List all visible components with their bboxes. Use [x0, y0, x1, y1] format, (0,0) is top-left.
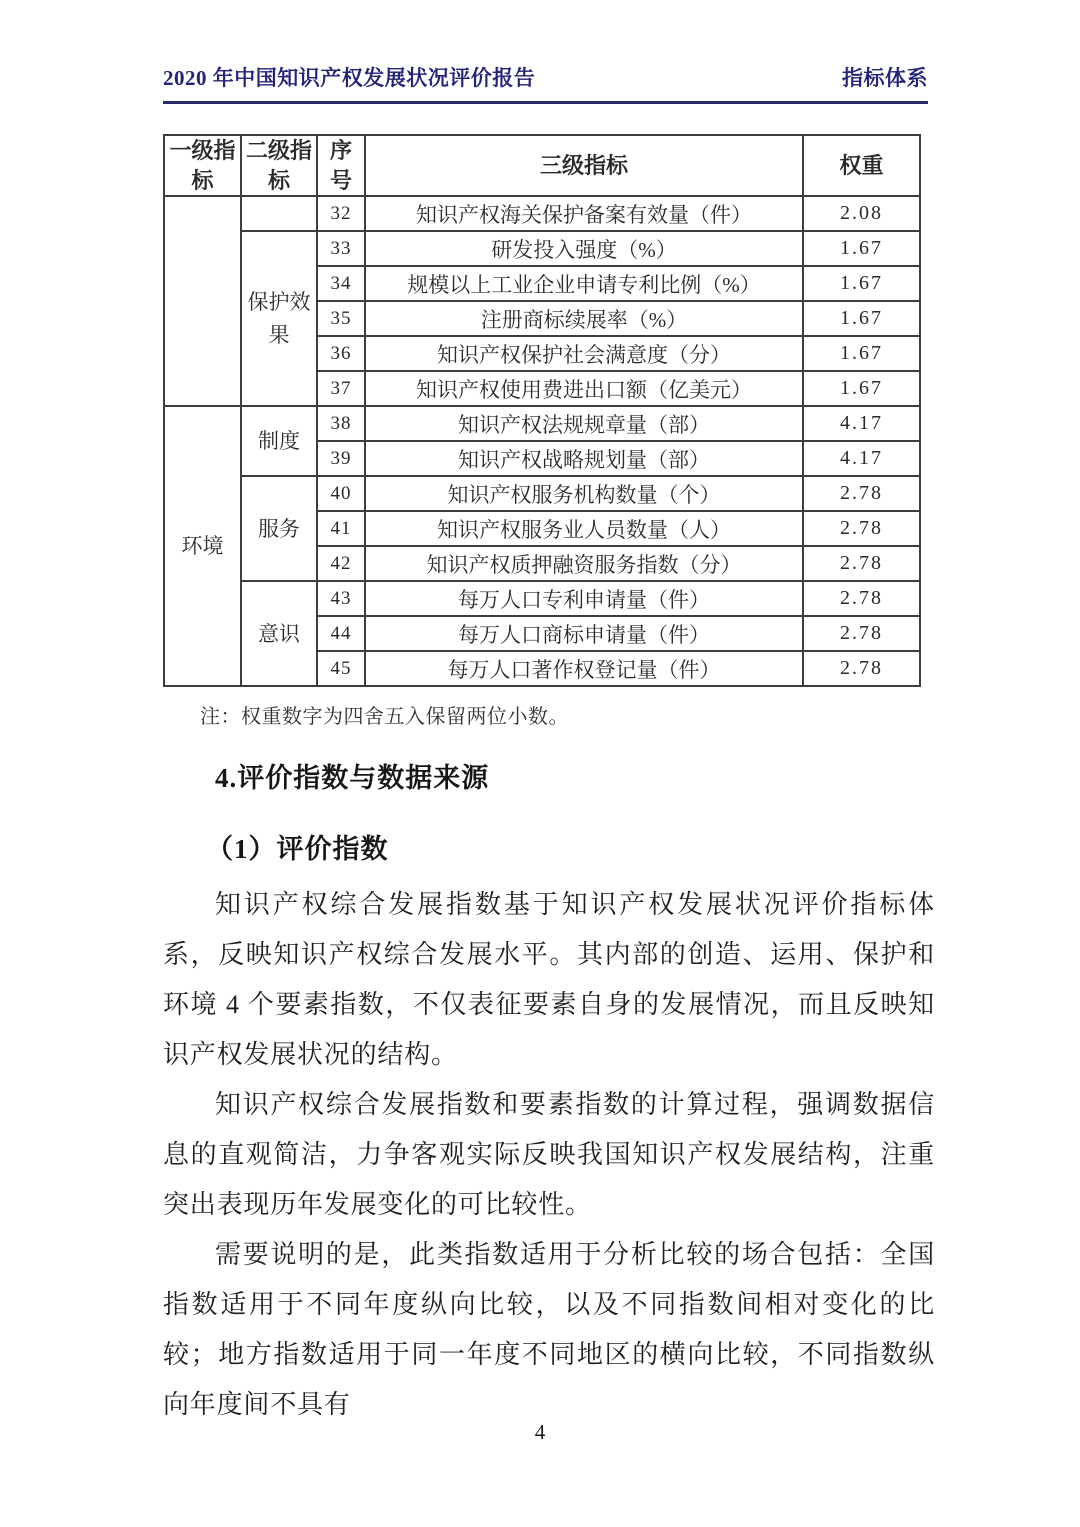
- weight-cell: 1.67: [803, 266, 920, 301]
- weight-cell: 1.67: [803, 336, 920, 371]
- col-header-level3: 三级指标: [365, 135, 803, 196]
- weight-cell: 2.78: [803, 476, 920, 511]
- weight-cell: 1.67: [803, 371, 920, 406]
- level3-indicator-cell: 知识产权服务业人员数量（人）: [365, 511, 803, 546]
- weight-cell: 4.17: [803, 441, 920, 476]
- level3-indicator-cell: 每万人口商标申请量（件）: [365, 616, 803, 651]
- body-paragraph-1: 知识产权综合发展指数基于知识产权发展状况评价指标体系，反映知识产权综合发展水平。其内部的创造、运用、保护和环境 4 个要素指数，不仅表征要素自身的发展情况，而且反映知识产权发展状况的结构。: [163, 890, 935, 1070]
- level3-indicator-cell: 知识产权服务机构数量（个）: [365, 476, 803, 511]
- level3-indicator-cell: 研发投入强度（%）: [365, 231, 803, 266]
- serial-number-cell: 41: [317, 511, 365, 546]
- table-note: 注：权重数字为四舍五入保留两位小数。: [200, 706, 569, 729]
- col-header-serial: 序号: [317, 135, 365, 196]
- level2-indicator-cell: [241, 196, 317, 231]
- weight-cell: 2.08: [803, 196, 920, 231]
- report-title: 2020 年中国知识产权发展状况评价报告: [163, 66, 536, 90]
- serial-number-cell: 43: [317, 581, 365, 616]
- serial-number-cell: 36: [317, 336, 365, 371]
- level3-indicator-cell: 注册商标续展率（%）: [365, 301, 803, 336]
- level2-indicator-cell: 保护效果: [241, 231, 317, 406]
- weight-cell: 1.67: [803, 301, 920, 336]
- level3-indicator-cell: 每万人口著作权登记量（件）: [365, 651, 803, 686]
- page-number: 4: [534, 1420, 546, 1444]
- level3-indicator-cell: 知识产权使用费进出口额（亿美元）: [365, 371, 803, 406]
- table-row: [164, 476, 920, 511]
- indicator-table: [163, 134, 921, 687]
- serial-number-cell: 34: [317, 266, 365, 301]
- level3-indicator-cell: 知识产权法规规章量（部）: [365, 406, 803, 441]
- level2-indicator-cell: 制度: [241, 406, 317, 476]
- col-header-level2: 二级指标: [241, 135, 317, 196]
- running-header: [163, 62, 928, 104]
- indicator-table-body: [164, 196, 920, 686]
- level3-indicator-cell: 知识产权海关保护备案有效量（件）: [365, 196, 803, 231]
- table-row: [164, 581, 920, 616]
- serial-number-cell: 44: [317, 616, 365, 651]
- weight-cell: 2.78: [803, 616, 920, 651]
- col-header-level1: 一级指标: [164, 135, 241, 196]
- serial-number-cell: 45: [317, 651, 365, 686]
- sub-section-heading: （1）评价指数: [206, 834, 389, 865]
- serial-number-cell: 33: [317, 231, 365, 266]
- weight-cell: 2.78: [803, 651, 920, 686]
- weight-cell: 1.67: [803, 231, 920, 266]
- serial-number-cell: 32: [317, 196, 365, 231]
- level1-indicator-cell: 环境: [164, 406, 241, 686]
- serial-number-cell: 37: [317, 371, 365, 406]
- serial-number-cell: 42: [317, 546, 365, 581]
- level3-indicator-cell: 每万人口专利申请量（件）: [365, 581, 803, 616]
- level3-indicator-cell: 知识产权保护社会满意度（分）: [365, 336, 803, 371]
- serial-number-cell: 35: [317, 301, 365, 336]
- body-paragraph-3: 需要说明的是，此类指数适用于分析比较的场合包括：全国指数适用于不同年度纵向比较，以及不同指数间相对变化的比较；地方指数适用于同一年度不同地区的横向比较，不同指数纵向年度间不具有: [163, 1240, 935, 1420]
- weight-cell: 2.78: [803, 511, 920, 546]
- weight-cell: 2.78: [803, 581, 920, 616]
- level3-indicator-cell: 知识产权战略规划量（部）: [365, 441, 803, 476]
- level2-indicator-cell: 服务: [241, 476, 317, 581]
- table-row: [164, 196, 920, 231]
- serial-number-cell: 38: [317, 406, 365, 441]
- level3-indicator-cell: 知识产权质押融资服务指数（分）: [365, 546, 803, 581]
- level3-indicator-cell: 规模以上工业企业申请专利比例（%）: [365, 266, 803, 301]
- chapter-label: 指标体系: [842, 66, 928, 90]
- serial-number-cell: 39: [317, 441, 365, 476]
- level1-indicator-cell: [164, 196, 241, 406]
- weight-cell: 2.78: [803, 546, 920, 581]
- table-header-row: [164, 135, 920, 196]
- weight-cell: 4.17: [803, 406, 920, 441]
- section-heading: 4.评价指数与数据来源: [215, 763, 490, 794]
- table-row: [164, 406, 920, 441]
- serial-number-cell: 40: [317, 476, 365, 511]
- level2-indicator-cell: 意识: [241, 581, 317, 686]
- body-paragraph-2: 知识产权综合发展指数和要素指数的计算过程，强调数据信息的直观简洁，力争客观实际反映我国知识产权发展结构，注重突出表现历年发展变化的可比较性。: [163, 1090, 935, 1220]
- table-row: [164, 231, 920, 266]
- col-header-weight: 权重: [803, 135, 920, 196]
